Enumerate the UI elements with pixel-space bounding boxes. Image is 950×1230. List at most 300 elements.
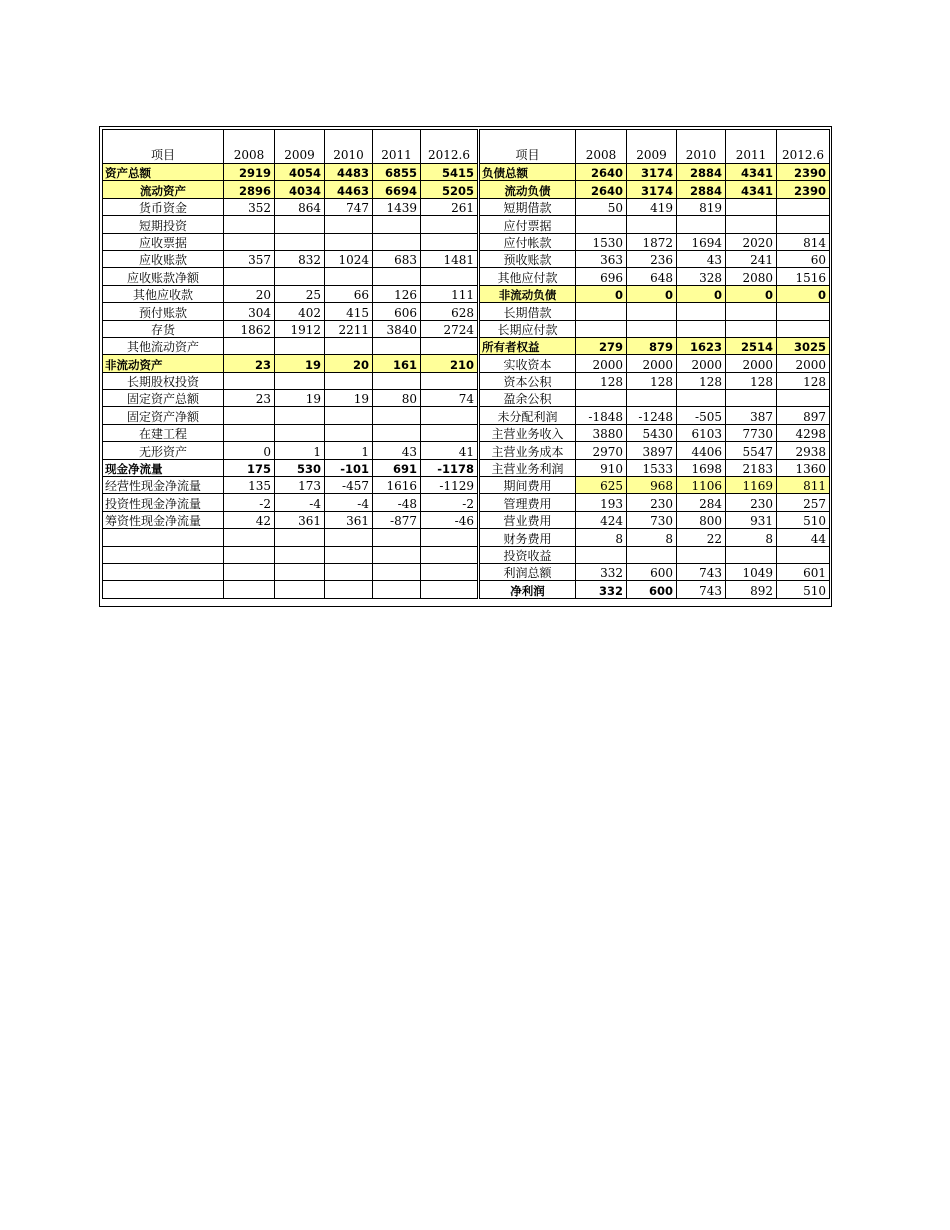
value-cell: 4463 xyxy=(325,181,373,198)
value-cell xyxy=(373,233,421,250)
liability-item-label: 主营业务成本 xyxy=(479,442,576,459)
value-cell xyxy=(777,320,830,337)
value-cell: 2919 xyxy=(224,164,275,181)
column-header-year: 2010 xyxy=(325,130,373,164)
asset-item-label: 资产总额 xyxy=(103,164,224,181)
value-cell: 4406 xyxy=(677,442,726,459)
table-row xyxy=(103,198,830,215)
value-cell: -101 xyxy=(325,459,373,476)
table-row xyxy=(103,424,830,441)
value-cell: -48 xyxy=(373,494,421,511)
asset-item-label: 经营性现金净流量 xyxy=(103,477,224,494)
value-cell: -2 xyxy=(421,494,479,511)
value-cell: 691 xyxy=(373,459,421,476)
liability-item-label: 实收资本 xyxy=(479,355,576,372)
value-cell xyxy=(421,581,479,598)
asset-item-label xyxy=(103,563,224,580)
value-cell xyxy=(275,337,325,354)
value-cell: 357 xyxy=(224,250,275,267)
value-cell xyxy=(677,216,726,233)
value-cell: 600 xyxy=(627,563,677,580)
value-cell xyxy=(421,424,479,441)
value-cell: 43 xyxy=(677,250,726,267)
table-row xyxy=(103,372,830,389)
value-cell xyxy=(325,563,373,580)
table-row xyxy=(103,494,830,511)
value-cell: 328 xyxy=(677,268,726,285)
value-cell: 0 xyxy=(576,285,627,302)
column-header-year: 2010 xyxy=(677,130,726,164)
value-cell: 5205 xyxy=(421,181,479,198)
value-cell xyxy=(421,216,479,233)
table-row xyxy=(103,320,830,337)
value-cell xyxy=(677,390,726,407)
value-cell: 4054 xyxy=(275,164,325,181)
column-header-year: 2011 xyxy=(726,130,777,164)
value-cell: 236 xyxy=(627,250,677,267)
value-cell xyxy=(373,546,421,563)
value-cell xyxy=(627,216,677,233)
value-cell xyxy=(726,320,777,337)
value-cell xyxy=(373,268,421,285)
value-cell: 128 xyxy=(677,372,726,389)
table-row xyxy=(103,268,830,285)
liability-item-label: 非流动负债 xyxy=(479,285,576,302)
value-cell: 175 xyxy=(224,459,275,476)
value-cell: 4341 xyxy=(726,164,777,181)
asset-item-label: 应收票据 xyxy=(103,233,224,250)
value-cell: 2938 xyxy=(777,442,830,459)
value-cell: 126 xyxy=(373,285,421,302)
value-cell xyxy=(224,563,275,580)
value-cell xyxy=(726,390,777,407)
column-header-item: 项目 xyxy=(103,130,224,164)
value-cell: 3897 xyxy=(627,442,677,459)
value-cell xyxy=(627,320,677,337)
value-cell: 2000 xyxy=(627,355,677,372)
value-cell: 41 xyxy=(421,442,479,459)
table-row xyxy=(103,164,830,181)
liability-item-label: 负债总额 xyxy=(479,164,576,181)
value-cell xyxy=(627,546,677,563)
value-cell: 2896 xyxy=(224,181,275,198)
value-cell: 415 xyxy=(325,303,373,320)
table-row xyxy=(103,511,830,528)
liability-item-label: 利润总额 xyxy=(479,563,576,580)
asset-item-label: 长期股权投资 xyxy=(103,372,224,389)
asset-item-label xyxy=(103,529,224,546)
value-cell: 1533 xyxy=(627,459,677,476)
value-cell: 128 xyxy=(777,372,830,389)
value-cell: 361 xyxy=(275,511,325,528)
value-cell: 1912 xyxy=(275,320,325,337)
value-cell: 625 xyxy=(576,477,627,494)
value-cell xyxy=(373,529,421,546)
table-row xyxy=(103,529,830,546)
value-cell xyxy=(224,546,275,563)
value-cell: 25 xyxy=(275,285,325,302)
value-cell: 1 xyxy=(325,442,373,459)
value-cell xyxy=(224,581,275,598)
value-cell: 600 xyxy=(627,581,677,598)
value-cell: 4034 xyxy=(275,181,325,198)
table-row xyxy=(103,546,830,563)
liability-item-label: 营业费用 xyxy=(479,511,576,528)
value-cell: 419 xyxy=(627,198,677,215)
value-cell: 363 xyxy=(576,250,627,267)
value-cell: 2884 xyxy=(677,164,726,181)
value-cell xyxy=(224,529,275,546)
value-cell: 3840 xyxy=(373,320,421,337)
value-cell xyxy=(726,546,777,563)
value-cell xyxy=(677,303,726,320)
value-cell: 2000 xyxy=(677,355,726,372)
value-cell: 128 xyxy=(627,372,677,389)
value-cell xyxy=(726,216,777,233)
value-cell: 230 xyxy=(726,494,777,511)
value-cell xyxy=(421,372,479,389)
asset-item-label xyxy=(103,546,224,563)
column-header-year: 2012.6 xyxy=(421,130,479,164)
value-cell: 230 xyxy=(627,494,677,511)
value-cell: -4 xyxy=(325,494,373,511)
value-cell: 8 xyxy=(576,529,627,546)
liability-item-label: 长期借款 xyxy=(479,303,576,320)
asset-item-label: 应收账款净额 xyxy=(103,268,224,285)
value-cell: 4298 xyxy=(777,424,830,441)
value-cell: 304 xyxy=(224,303,275,320)
asset-item-label: 固定资产净额 xyxy=(103,407,224,424)
value-cell xyxy=(421,407,479,424)
value-cell: 2884 xyxy=(677,181,726,198)
value-cell xyxy=(777,390,830,407)
value-cell: 2514 xyxy=(726,337,777,354)
value-cell: 8 xyxy=(627,529,677,546)
asset-item-label: 短期投资 xyxy=(103,216,224,233)
value-cell xyxy=(576,390,627,407)
value-cell: 2390 xyxy=(777,181,830,198)
value-cell xyxy=(275,529,325,546)
column-header-year: 2012.6 xyxy=(777,130,830,164)
value-cell: 683 xyxy=(373,250,421,267)
value-cell xyxy=(421,268,479,285)
value-cell xyxy=(325,216,373,233)
value-cell: 424 xyxy=(576,511,627,528)
value-cell: 60 xyxy=(777,250,830,267)
value-cell: 0 xyxy=(224,442,275,459)
value-cell: 648 xyxy=(627,268,677,285)
asset-item-label: 流动资产 xyxy=(103,181,224,198)
value-cell: 931 xyxy=(726,511,777,528)
value-cell: 606 xyxy=(373,303,421,320)
value-cell: 1169 xyxy=(726,477,777,494)
value-cell: 1106 xyxy=(677,477,726,494)
liability-item-label: 期间费用 xyxy=(479,477,576,494)
value-cell: 1049 xyxy=(726,563,777,580)
liability-item-label: 财务费用 xyxy=(479,529,576,546)
column-header-year: 2009 xyxy=(627,130,677,164)
value-cell xyxy=(224,372,275,389)
value-cell xyxy=(576,216,627,233)
table-row xyxy=(103,477,830,494)
value-cell: 2000 xyxy=(726,355,777,372)
value-cell xyxy=(777,198,830,215)
table-row xyxy=(103,442,830,459)
value-cell: 352 xyxy=(224,198,275,215)
value-cell: 1481 xyxy=(421,250,479,267)
value-cell: 402 xyxy=(275,303,325,320)
table-row xyxy=(103,250,830,267)
value-cell xyxy=(373,581,421,598)
value-cell xyxy=(275,372,325,389)
liability-item-label: 未分配利润 xyxy=(479,407,576,424)
value-cell: 332 xyxy=(576,581,627,598)
value-cell: 66 xyxy=(325,285,373,302)
value-cell: 2183 xyxy=(726,459,777,476)
value-cell xyxy=(576,546,627,563)
value-cell: 44 xyxy=(777,529,830,546)
value-cell: 5415 xyxy=(421,164,479,181)
value-cell xyxy=(777,216,830,233)
value-cell: 530 xyxy=(275,459,325,476)
value-cell: 6855 xyxy=(373,164,421,181)
value-cell: 0 xyxy=(726,285,777,302)
value-cell xyxy=(627,390,677,407)
value-cell xyxy=(224,216,275,233)
asset-item-label: 现金净流量 xyxy=(103,459,224,476)
value-cell xyxy=(325,233,373,250)
column-header-year: 2008 xyxy=(576,130,627,164)
value-cell: 2211 xyxy=(325,320,373,337)
table-row xyxy=(103,581,830,598)
liability-item-label: 预收账款 xyxy=(479,250,576,267)
value-cell: 968 xyxy=(627,477,677,494)
value-cell: 332 xyxy=(576,563,627,580)
value-cell: 128 xyxy=(726,372,777,389)
asset-item-label: 货币资金 xyxy=(103,198,224,215)
value-cell xyxy=(421,337,479,354)
value-cell: 730 xyxy=(627,511,677,528)
asset-item-label: 固定资产总额 xyxy=(103,390,224,407)
asset-item-label: 非流动资产 xyxy=(103,355,224,372)
table-row xyxy=(103,459,830,476)
value-cell: 261 xyxy=(421,198,479,215)
value-cell: 897 xyxy=(777,407,830,424)
asset-item-label: 预付账款 xyxy=(103,303,224,320)
value-cell: 2640 xyxy=(576,164,627,181)
value-cell: 1439 xyxy=(373,198,421,215)
value-cell: 1623 xyxy=(677,337,726,354)
value-cell: 6694 xyxy=(373,181,421,198)
liability-item-label: 盈余公积 xyxy=(479,390,576,407)
asset-item-label: 在建工程 xyxy=(103,424,224,441)
value-cell xyxy=(777,303,830,320)
value-cell: -2 xyxy=(224,494,275,511)
value-cell: 8 xyxy=(726,529,777,546)
value-cell: 387 xyxy=(726,407,777,424)
value-cell xyxy=(576,320,627,337)
value-cell xyxy=(275,407,325,424)
table-row xyxy=(103,285,830,302)
value-cell: 1516 xyxy=(777,268,830,285)
table-row xyxy=(103,303,830,320)
table-row xyxy=(103,181,830,198)
liability-item-label: 主营业务利润 xyxy=(479,459,576,476)
value-cell: 811 xyxy=(777,477,830,494)
value-cell xyxy=(325,407,373,424)
value-cell: 2724 xyxy=(421,320,479,337)
value-cell xyxy=(275,233,325,250)
asset-item-label: 投资性现金净流量 xyxy=(103,494,224,511)
value-cell: 4341 xyxy=(726,181,777,198)
value-cell: 0 xyxy=(627,285,677,302)
value-cell: 3174 xyxy=(627,181,677,198)
liability-item-label: 主营业务收入 xyxy=(479,424,576,441)
value-cell: 128 xyxy=(576,372,627,389)
value-cell: 23 xyxy=(224,390,275,407)
value-cell xyxy=(275,581,325,598)
liability-item-label: 管理费用 xyxy=(479,494,576,511)
value-cell xyxy=(275,424,325,441)
asset-item-label: 无形资产 xyxy=(103,442,224,459)
value-cell: 5547 xyxy=(726,442,777,459)
liability-item-label: 其他应付款 xyxy=(479,268,576,285)
table-row xyxy=(103,337,830,354)
value-cell: 257 xyxy=(777,494,830,511)
header-row xyxy=(103,130,830,164)
liability-item-label: 投资收益 xyxy=(479,546,576,563)
value-cell xyxy=(373,563,421,580)
value-cell: 74 xyxy=(421,390,479,407)
financial-summary-table xyxy=(102,129,830,599)
value-cell: 210 xyxy=(421,355,479,372)
value-cell: 4483 xyxy=(325,164,373,181)
liability-item-label: 流动负债 xyxy=(479,181,576,198)
table-row xyxy=(103,233,830,250)
value-cell: 892 xyxy=(726,581,777,598)
column-header-item: 项目 xyxy=(479,130,576,164)
value-cell xyxy=(677,320,726,337)
value-cell xyxy=(224,233,275,250)
value-cell: 879 xyxy=(627,337,677,354)
asset-item-label: 其他应收款 xyxy=(103,285,224,302)
value-cell: -1129 xyxy=(421,477,479,494)
value-cell: 1694 xyxy=(677,233,726,250)
value-cell xyxy=(275,563,325,580)
value-cell: 80 xyxy=(373,390,421,407)
value-cell: 22 xyxy=(677,529,726,546)
liability-item-label: 长期应付款 xyxy=(479,320,576,337)
value-cell: 50 xyxy=(576,198,627,215)
value-cell xyxy=(421,546,479,563)
value-cell xyxy=(677,546,726,563)
value-cell xyxy=(224,424,275,441)
liability-item-label: 应付票据 xyxy=(479,216,576,233)
value-cell xyxy=(325,529,373,546)
value-cell: 743 xyxy=(677,581,726,598)
column-header-year: 2009 xyxy=(275,130,325,164)
value-cell xyxy=(325,546,373,563)
asset-item-label: 筹资性现金净流量 xyxy=(103,511,224,528)
value-cell: 6103 xyxy=(677,424,726,441)
value-cell xyxy=(325,424,373,441)
value-cell: 601 xyxy=(777,563,830,580)
value-cell: 23 xyxy=(224,355,275,372)
value-cell: 2080 xyxy=(726,268,777,285)
value-cell xyxy=(421,233,479,250)
value-cell xyxy=(373,372,421,389)
column-header-year: 2011 xyxy=(373,130,421,164)
value-cell: -1248 xyxy=(627,407,677,424)
value-cell: -1178 xyxy=(421,459,479,476)
value-cell: 814 xyxy=(777,233,830,250)
liability-item-label: 资本公积 xyxy=(479,372,576,389)
value-cell: 3880 xyxy=(576,424,627,441)
value-cell: 819 xyxy=(677,198,726,215)
value-cell: 20 xyxy=(325,355,373,372)
value-cell: 3025 xyxy=(777,337,830,354)
value-cell xyxy=(325,268,373,285)
value-cell: 284 xyxy=(677,494,726,511)
value-cell: 510 xyxy=(777,581,830,598)
value-cell: 19 xyxy=(325,390,373,407)
asset-item-label: 其他流动资产 xyxy=(103,337,224,354)
value-cell: 747 xyxy=(325,198,373,215)
table-row xyxy=(103,390,830,407)
value-cell: 19 xyxy=(275,390,325,407)
value-cell: -4 xyxy=(275,494,325,511)
value-cell: 279 xyxy=(576,337,627,354)
value-cell xyxy=(325,337,373,354)
value-cell: 2390 xyxy=(777,164,830,181)
value-cell: 2000 xyxy=(777,355,830,372)
value-cell: 800 xyxy=(677,511,726,528)
value-cell xyxy=(373,407,421,424)
value-cell: 2020 xyxy=(726,233,777,250)
value-cell: 628 xyxy=(421,303,479,320)
value-cell xyxy=(224,337,275,354)
value-cell: 1862 xyxy=(224,320,275,337)
value-cell: 193 xyxy=(576,494,627,511)
value-cell: 1616 xyxy=(373,477,421,494)
value-cell xyxy=(224,268,275,285)
value-cell: 910 xyxy=(576,459,627,476)
value-cell: 864 xyxy=(275,198,325,215)
value-cell xyxy=(421,529,479,546)
value-cell: 3174 xyxy=(627,164,677,181)
value-cell: -1848 xyxy=(576,407,627,424)
value-cell xyxy=(726,198,777,215)
value-cell xyxy=(325,581,373,598)
table-row xyxy=(103,355,830,372)
value-cell: 1 xyxy=(275,442,325,459)
value-cell: 2000 xyxy=(576,355,627,372)
value-cell: 173 xyxy=(275,477,325,494)
value-cell: 1530 xyxy=(576,233,627,250)
table-row xyxy=(103,216,830,233)
value-cell xyxy=(275,216,325,233)
value-cell xyxy=(627,303,677,320)
value-cell xyxy=(275,268,325,285)
value-cell xyxy=(726,303,777,320)
value-cell: 42 xyxy=(224,511,275,528)
value-cell: 0 xyxy=(777,285,830,302)
value-cell: 135 xyxy=(224,477,275,494)
balance-sheet-frame xyxy=(99,126,832,607)
value-cell xyxy=(421,563,479,580)
value-cell: 743 xyxy=(677,563,726,580)
value-cell: 1024 xyxy=(325,250,373,267)
